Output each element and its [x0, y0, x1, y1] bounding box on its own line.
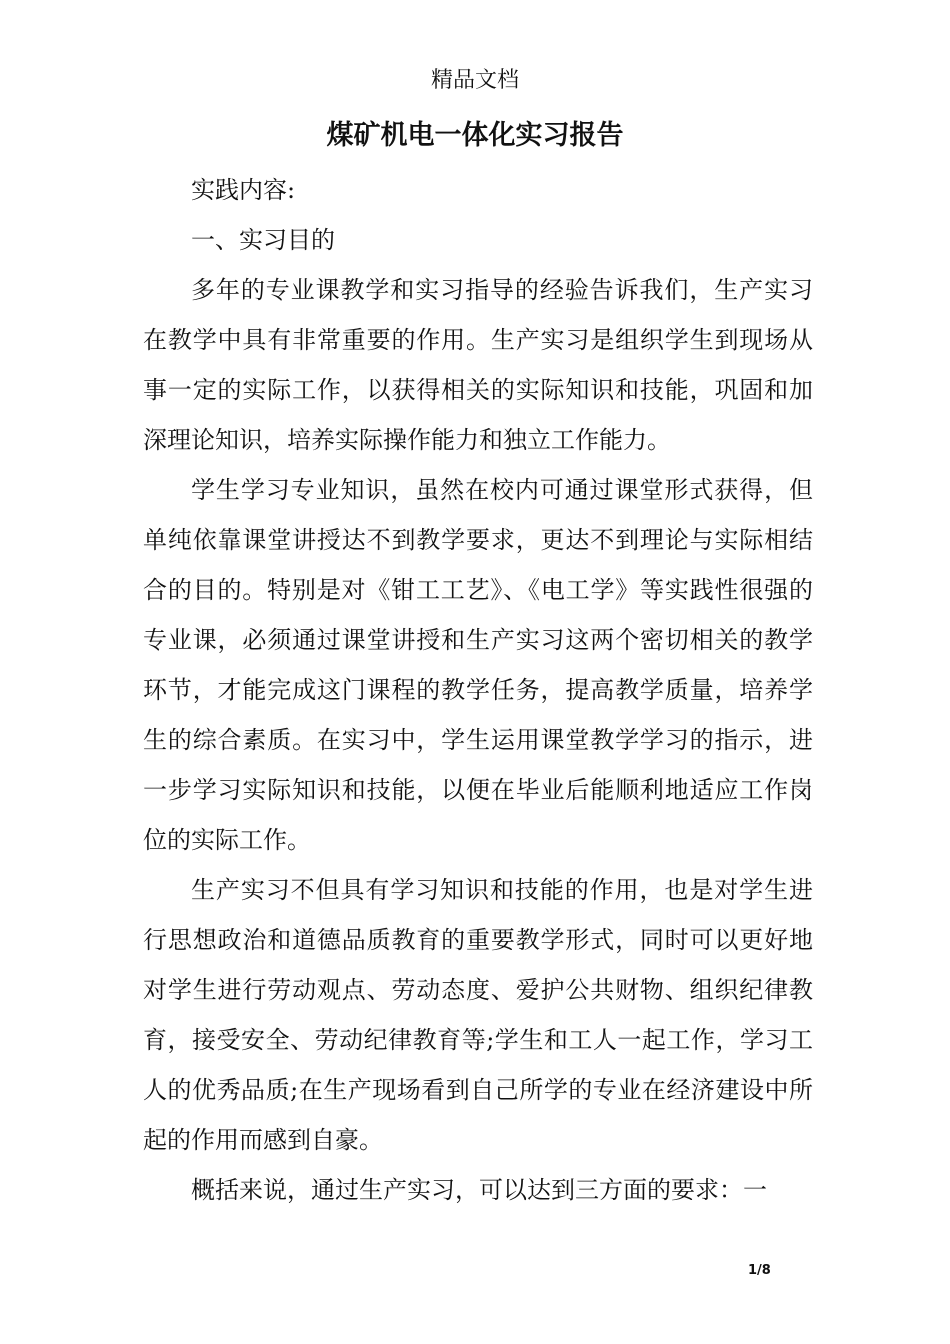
- page-number: 1/8: [748, 1263, 771, 1278]
- page-header: 精品文档: [430, 68, 519, 93]
- paragraph: 生产实习不但具有学习知识和技能的作用，也是对学生进行思想政治和道德品质教育的重要教学形式，同时可以更好地对学生进行劳动观点、劳动态度、爱护公共财物、组织纪律教育，接受安全、劳动纪律教育等;学生和工人一起工作，学习工人的优秀品质;在生产现场看到自己所学的专业在经济建设中所起的作用而感到自豪。: [143, 876, 813, 1154]
- paragraph: 实践内容:: [191, 176, 296, 204]
- document-body: [143, 165, 813, 1215]
- paragraph: 概括来说，通过生产实习，可以达到三方面的要求：一: [191, 1176, 767, 1204]
- paragraph: 一、实习目的: [191, 226, 335, 254]
- document-title: 煤矿机电一体化实习报告: [326, 120, 624, 151]
- paragraph: 学生学习专业知识，虽然在校内可通过课堂形式获得，但单纯依靠课堂讲授达不到教学要求，更达不到理论与实际相结合的目的。特别是对《钳工工艺》、《电工学》等实践性很强的专业课，必须通过课堂讲授和生产实习这两个密切相关的教学环节，才能完成这门课程的教学任务，提高教学质量，培养学生的综合素质。在实习中，学生运用课堂教学学习的指示，进一步学习实际知识和技能，以便在毕业后能顺利地适应工作岗位的实际工作。: [143, 476, 813, 854]
- paragraph: 多年的专业课教学和实习指导的经验告诉我们，生产实习在教学中具有非常重要的作用。生产实习是组织学生到现场从事一定的实际工作，以获得相关的实际知识和技能，巩固和加深理论知识，培养实际操作能力和独立工作能力。: [143, 276, 813, 454]
